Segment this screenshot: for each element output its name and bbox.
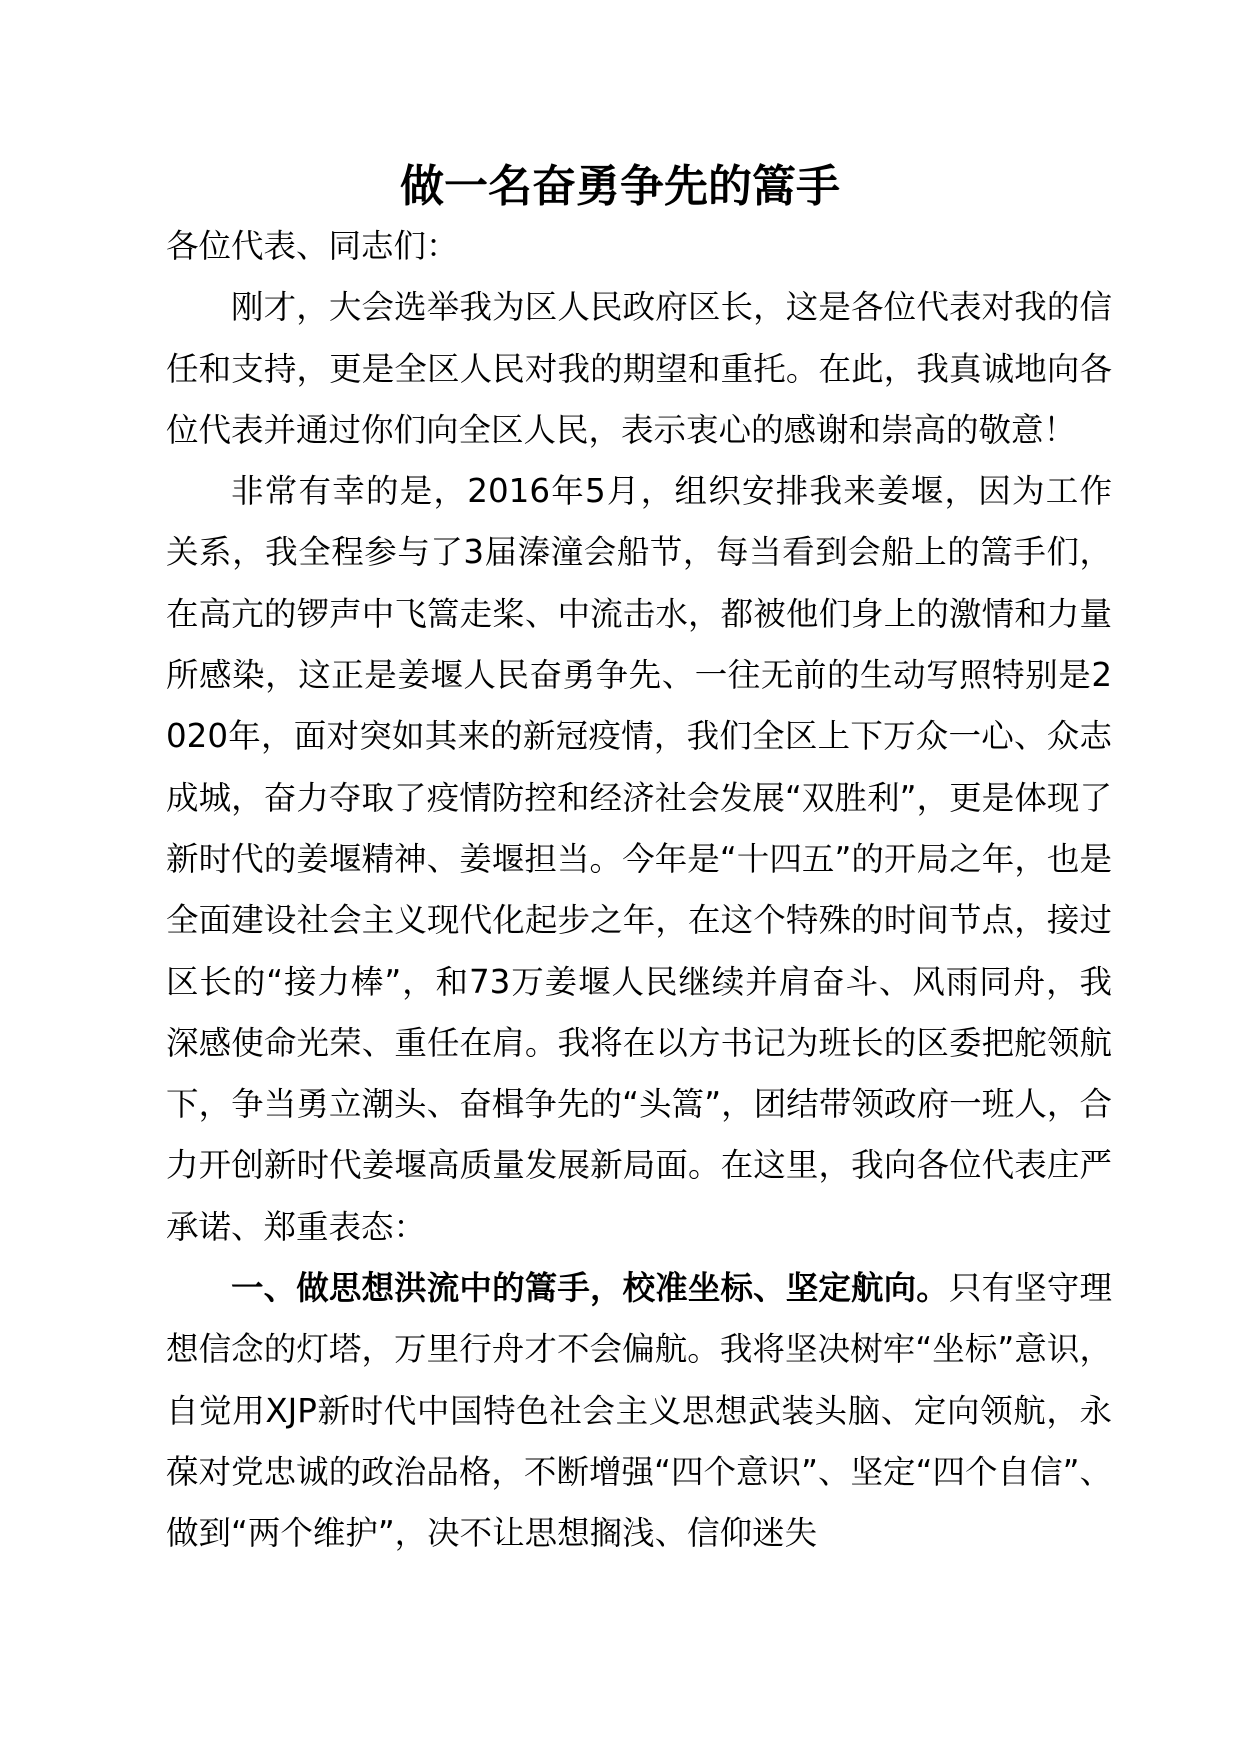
section-one-text: 只有坚守理想信念的灯塔，万里行舟才不会偏航。我将坚决树牢“坐标”意识，自觉用XJP新时代中国特色社会主义思想武装头脑、定向领航，永葆对党忠诚的政治品格，不断增强“四个意识”、坚定“四个自信”、做到“两个维护”，决不让思想搁浅、信仰迷失	[166, 1269, 1112, 1553]
section-one-heading: 一、做思想洪流中的篙手，校准坐标、坚定航向。	[231, 1269, 949, 1308]
salutation: 各位代表、同志们：	[166, 227, 459, 265]
paragraph-2: 非常有幸的是，2016年5月，组织安排我来姜堰，因为工作关系，我全程参与了3届溱潼会船节，每当看到会船上的篙手们，在高亢的锣声中飞篙走桨、中流击水，都被他们身上的激情和力量所感染，这正是姜堰人民奋勇争先、一往无前的生动写照特别是2020年，面对突如其来的新冠疫情，我们全区上下万众一心、众志成城，奋力夺取了疫情防控和经济社会发展“双胜利”，更是体现了新时代的姜堰精神、姜堰担当。今年是“十四五”的开局之年，也是全面建设社会主义现代化起步之年，在这个特殊的时间节点，接过区长的“接力棒”，和73万姜堰人民继续并肩奋斗、风雨同舟，我深感使命光荣、重任在肩。我将在以方书记为班长的区委把舵领航下，争当勇立潮头、奋楫争先的“头篙”，团结带领政府一班人，合力开创新时代姜堰高质量发展新局面。在这里，我向各位代表庄严承诺、郑重表态：	[166, 472, 1112, 1246]
document-body	[166, 216, 1112, 1565]
document-title: 做一名奋勇争先的篙手	[400, 161, 840, 212]
paragraph-1: 刚才，大会选举我为区人民政府区长，这是各位代表对我的信任和支持，更是全区人民对我的期望和重托。在此，我真诚地向各位代表并通过你们向全区人民，表示衷心的感谢和崇高的敬意！	[166, 288, 1112, 449]
section-one-paragraph	[166, 1258, 1112, 1564]
